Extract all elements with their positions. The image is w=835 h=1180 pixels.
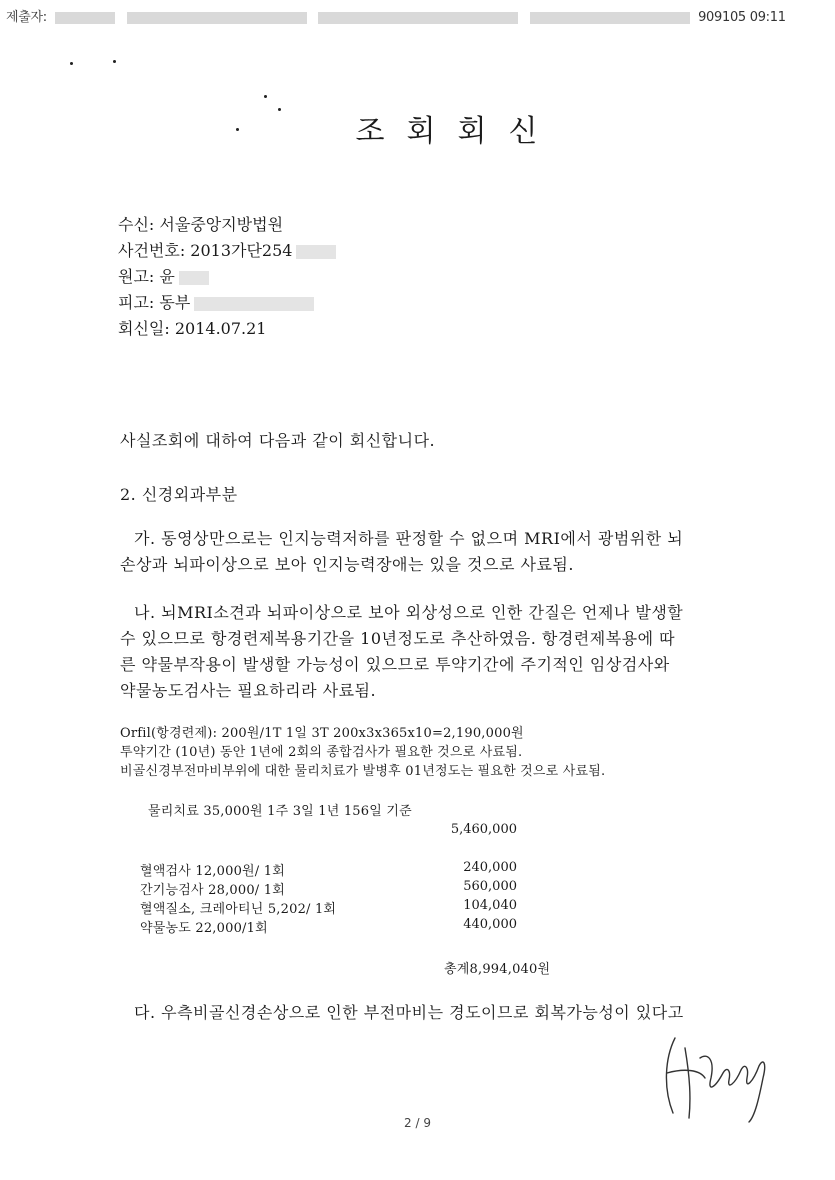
handwritten-signature bbox=[645, 1018, 785, 1128]
item-na-line: 른 약물부작용이 발생할 가능성이 있으므로 투약기간에 주기적인 임상검사와 bbox=[120, 655, 670, 674]
fax-header-smudge bbox=[127, 12, 307, 24]
item-na-line: 나. 뇌MRI소견과 뇌파이상으로 보아 외상성으로 인한 간질은 언제나 발생할 bbox=[134, 603, 684, 622]
scan-speck bbox=[70, 62, 73, 65]
cost-amount: 240,000 bbox=[463, 860, 517, 875]
case-number-text: 사건번호: 2013가단254 bbox=[118, 241, 293, 260]
case-number-line bbox=[118, 238, 336, 264]
recipient-line: 수신: 서울중앙지방법원 bbox=[118, 215, 284, 234]
item-ga-line: 가. 동영상만으로는 인지능력저하를 판정할 수 없으며 MRI에서 광범위한 뇌 bbox=[134, 529, 684, 548]
redaction-mark bbox=[296, 245, 336, 259]
cost-amount: 440,000 bbox=[463, 917, 517, 932]
cost-label: 약물농도 22,000/1회 bbox=[140, 921, 268, 936]
cost-amount: 104,040 bbox=[463, 898, 517, 913]
note-line: 투약기간 (10년) 동안 1년에 2회의 종합검사가 필요한 것으로 사료됨. bbox=[120, 745, 523, 760]
note-line: 비골신경부전마비부위에 대한 물리치료가 발병후 01년정도는 필요한 것으로 사료됨. bbox=[120, 764, 606, 779]
physio-amount: 5,460,000 bbox=[450, 822, 517, 837]
plaintiff-line bbox=[118, 264, 209, 290]
document-title: 조회회신 bbox=[355, 114, 560, 149]
total-amount: 총계8,994,040원 bbox=[444, 962, 551, 977]
note-line: Orfil(항경련제): 200원/1T 1일 3T 200x3x365x10=2,190,000원 bbox=[120, 726, 524, 741]
cost-label: 간기능검사 28,000/ 1회 bbox=[140, 883, 285, 898]
fax-header-left: 제출자: bbox=[6, 10, 47, 25]
scan-speck bbox=[113, 60, 116, 63]
redaction-mark bbox=[194, 297, 314, 311]
item-na-line: 수 있으므로 항경련제복용기간을 10년정도로 추산하였음. 항경련제복용에 따 bbox=[120, 629, 676, 648]
fax-header-smudge bbox=[318, 12, 518, 24]
item-na-line: 약물농도검사는 필요하리라 사료됨. bbox=[120, 681, 377, 700]
fax-header-smudge bbox=[55, 12, 115, 24]
fax-header-smudge bbox=[530, 12, 690, 24]
cost-amount: 560,000 bbox=[463, 879, 517, 894]
cost-label: 혈액질소, 크레아티닌 5,202/ 1회 bbox=[140, 902, 337, 917]
intro-sentence: 사실조회에 대하여 다음과 같이 회신합니다. bbox=[120, 431, 436, 450]
item-ga-line: 손상과 뇌파이상으로 보아 인지능력장애는 있을 것으로 사료됨. bbox=[120, 555, 574, 574]
plaintiff-text: 원고: 윤 bbox=[118, 267, 175, 286]
redaction-mark bbox=[179, 271, 209, 285]
defendant-line bbox=[118, 290, 314, 316]
physio-label: 물리치료 35,000원 1주 3일 1년 156일 기준 bbox=[148, 804, 412, 819]
page-number: 2 / 9 bbox=[404, 1116, 431, 1130]
cost-label: 혈액검사 12,000원/ 1회 bbox=[140, 864, 285, 879]
fax-header-right: 909105 09:11 bbox=[698, 10, 786, 25]
scan-speck bbox=[264, 95, 267, 98]
item-da-line: 다. 우측비골신경손상으로 인한 부전마비는 경도이므로 회복가능성이 있다고 bbox=[134, 1003, 684, 1022]
reply-date-line: 회신일: 2014.07.21 bbox=[118, 319, 267, 338]
fax-header-stamp bbox=[6, 6, 786, 25]
defendant-text: 피고: 동부 bbox=[118, 293, 191, 312]
section-title: 2. 신경외과부분 bbox=[120, 485, 238, 504]
